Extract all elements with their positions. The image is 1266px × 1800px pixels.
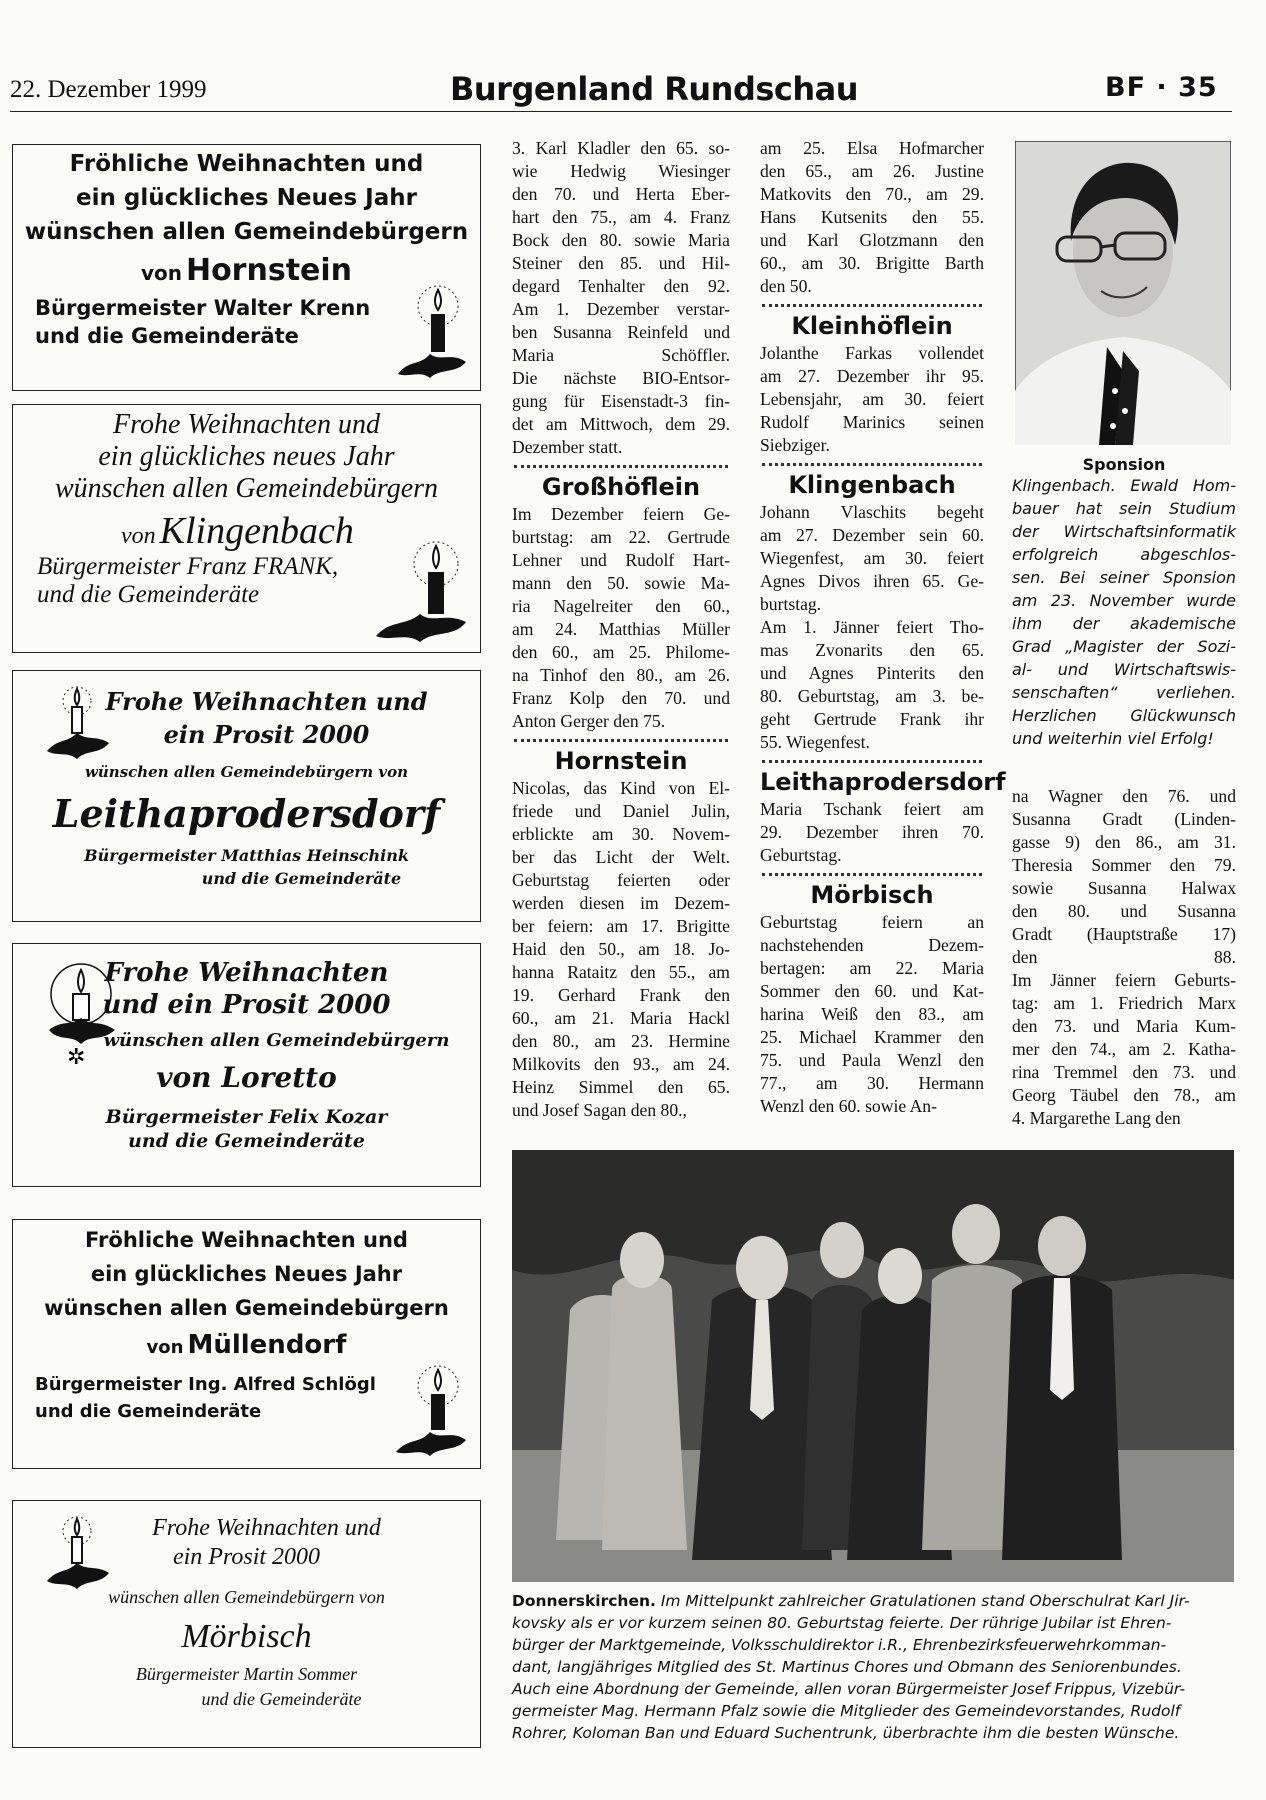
text-line: sowie Susanna Halwax (1012, 878, 1236, 898)
article-text (760, 798, 984, 867)
ad-line: Frohe Weihnachten (104, 958, 389, 988)
text-line: Geburtstag feierten oder (512, 870, 730, 890)
section-heading: Hornstein (554, 747, 688, 775)
ad-line: Fröhliche Weihnachten und (85, 1228, 408, 1252)
ad-place: von Loretto (156, 1061, 337, 1094)
text-line: degard Tenhalter den 92. (512, 276, 730, 296)
text-line: bertagen: am 22. Maria (760, 958, 984, 978)
text-line: und Agnes Pinterits den (760, 663, 984, 683)
text-line: Wenzl den 60. sowie An- (760, 1096, 937, 1116)
text-line: sen. Bei seiner Sponsion (1012, 568, 1236, 587)
text-line: und Josef Sagan den 80., (512, 1100, 687, 1120)
text-line: burtstag: am 22. Gertrude (512, 527, 730, 547)
ad-line: ein glückliches Neues Jahr (76, 185, 417, 211)
section-heading: Leithaprodersdorf (760, 768, 1006, 796)
text-line: am 25. Elsa Hofmarcher (760, 138, 984, 158)
text-line: mer den 74., am 2. Katha- (1012, 1039, 1236, 1059)
ad-place: Leithaprodersdorf (52, 791, 441, 836)
caption-line: kovsky als er vor kurzem seinen 80. Geburtstag feierte. Der rührige Jubilar ist Ehren- (512, 1614, 1172, 1632)
text-line: ber feiern: am 17. Brigitte (512, 916, 730, 936)
ad-line: und die Gemeinderäte (128, 1130, 365, 1152)
text-line: ber das Licht der Welt. (512, 847, 730, 867)
ad-place: Hornstein (185, 253, 353, 288)
ad-leithaprodersdorf (12, 670, 481, 922)
text-line: 80. Geburtstag, am 3. be- (760, 686, 984, 706)
text-line: Am 1. Dezember verstar- (512, 299, 730, 319)
text-line: 60., am 30. Brigitte Barth (760, 253, 984, 273)
section-heading: Mörbisch (810, 881, 934, 909)
text-line: na Wagner den 76. und (1012, 786, 1236, 806)
article-text (512, 503, 730, 733)
text-line: Im Dezember feiern Ge- (512, 504, 730, 524)
section-heading: Großhöflein (541, 473, 701, 501)
ad-line: Frohe Weihnachten und (105, 687, 428, 716)
text-line: erblickte am 30. Novem- (512, 824, 730, 844)
section-heading: Klingenbach (788, 471, 956, 499)
article-text (760, 501, 984, 754)
text-line: tag: am 1. Friedrich Marx (1012, 993, 1236, 1013)
text-line: den 73. und Maria Kum- (1012, 1016, 1236, 1036)
text-line: der Wirtschaftsinformatik (1012, 522, 1236, 541)
ad-place: Müllendorf (187, 1330, 347, 1360)
text-line: bauer hat sein Studium (1012, 499, 1236, 518)
text-line: mann den 50. sowie Ma- (512, 573, 730, 593)
candle-icon (35, 956, 125, 1066)
caption-heading: Sponsion (1082, 455, 1166, 474)
ad-line: ein glückliches neues Jahr (98, 441, 395, 472)
ad-line: und die Gemeinderäte (201, 869, 402, 888)
candle-icon (43, 685, 113, 765)
candle-icon (390, 1360, 470, 1460)
text-line: gung für Eisenstadt-3 fin- (512, 391, 730, 411)
ad-line: Bürgermeister Matthias Heinschink (84, 846, 409, 865)
ad-line: Bürgermeister Franz FRANK, (37, 553, 339, 580)
ad-place: Klingenbach (159, 510, 354, 552)
ad-line: Frohe Weihnachten und (113, 409, 380, 440)
caption-line: Auch eine Abordnung der Gemeinde, allen voran Bürgermeister Josef Frippus, Vizebür- (512, 1680, 1186, 1698)
text-line: Maria Tschank feiert am (760, 799, 984, 819)
ad-place: Mörbisch (181, 1618, 312, 1655)
ad-line: Fröhliche Weihnachten und (69, 151, 424, 177)
text-line: Jolanthe Farkas vollendet (760, 343, 984, 363)
text-line: Herzlichen Glückwunsch (1012, 706, 1236, 725)
text-line: Sommer den 60. und Kat- (760, 981, 984, 1001)
text-line: 25. Michael Krammer den (760, 1027, 984, 1047)
text-line: 19. Gerhard Frank den (512, 985, 730, 1005)
ad-line: und die Gemeinderäte (201, 1689, 362, 1709)
text-line: ihm der akademische (1012, 614, 1236, 633)
dotted-separator (762, 873, 982, 876)
text-line: Klingenbach. Ewald Hom- (1012, 476, 1236, 495)
text-line: 55. Wiegenfest. (760, 732, 870, 752)
text-line: 3. Karl Kladler den 65. so- (512, 138, 730, 158)
caption-text (1012, 474, 1236, 750)
dotted-separator (762, 760, 982, 763)
text-line: Matkovits den 70., am 29. (760, 184, 984, 204)
text-line: Lehner und Rudolf Hart- (512, 550, 730, 570)
text-line: Gradt (Hauptstraße 17) (1012, 924, 1236, 944)
text-line: 4. Margarethe Lang den (1012, 1108, 1181, 1128)
sponsion-caption (1012, 455, 1236, 750)
text-line: burtstag. (760, 594, 822, 614)
text-line: Haid den 50., am 18. Jo- (512, 939, 730, 959)
text-line: 75. und Paula Wenzl den (760, 1050, 984, 1070)
text-line: am 27. Dezember ihr 95. (760, 366, 984, 386)
text-line: Georg Täubel den 78., am (1012, 1085, 1236, 1105)
ad-line: wünschen allen Gemeindebürgern von (108, 1587, 385, 1607)
candle-icon (370, 534, 470, 644)
text-line: det am Mittwoch, dem 29. (512, 414, 730, 434)
text-line: Dezember statt. (512, 437, 623, 457)
ad-line: ein Prosit 2000 (172, 1544, 321, 1570)
page-number: BF · 35 (1105, 72, 1218, 103)
text-line: na Tinhof den 80., am 26. (512, 665, 730, 685)
text-line: Susanna Gradt (Linden- (1012, 809, 1236, 829)
text-line: am 24. Matthias Müller (512, 619, 730, 639)
ad-von: von (146, 1337, 184, 1358)
text-line: Johann Vlaschits begeht (760, 502, 984, 522)
text-line: Grad „Magister der Sozi- (1012, 637, 1236, 656)
candle-icon (43, 1515, 113, 1595)
text-line: Im Jänner feiern Geburts- (1012, 970, 1236, 990)
ad-line: Bürgermeister Felix Kozar (105, 1106, 388, 1128)
ad-line: Frohe Weihnachten und (152, 1515, 381, 1541)
ad-line: wünschen allen Gemeindebürgern (24, 219, 469, 245)
dotted-separator (762, 304, 982, 307)
text-line: den 80. und Susanna (1012, 901, 1236, 921)
ad-moerbisch (12, 1500, 481, 1748)
group-photo (512, 1150, 1234, 1582)
text-line: Hans Kutsenits den 55. (760, 207, 984, 227)
svg-text:✲: ✲ (67, 1045, 86, 1066)
header-rule (10, 111, 1232, 112)
caption-lead: Donnerskirchen. (512, 1592, 656, 1610)
ad-line: wünschen allen Gemeindebürgern von (84, 763, 409, 781)
ad-line: und die Gemeinderäte (37, 581, 260, 608)
article-text (1012, 785, 1236, 1130)
article-text (512, 777, 730, 1122)
ad-line: wünschen allen Gemeindebürgern (44, 1296, 449, 1320)
dotted-separator (514, 739, 728, 742)
newspaper-title: Burgenland Rundschau (450, 70, 859, 108)
column-3 (1012, 785, 1236, 1130)
text-line: ben Susanna Reinfeld und (512, 322, 730, 342)
ad-line: Bürgermeister Martin Sommer (135, 1664, 358, 1684)
text-line: 60., am 21. Maria Hackl (512, 1008, 730, 1028)
text-line: Rudolf Marinics seinen (760, 412, 984, 432)
text-line: Lebensjahr, am 30. feiert (760, 389, 984, 409)
text-line: hart den 75., am 4. Franz (512, 207, 730, 227)
text-line: harina Weiß den 83., am (760, 1004, 984, 1024)
caption-line: germeister Mag. Hermann Pfalz sowie die Mitglieder des Gemeindevorstandes, Rudolf (512, 1702, 1181, 1720)
dotted-separator (762, 463, 982, 466)
article-text (760, 137, 984, 298)
text-line: mas Zvonarits den 65. (760, 640, 984, 660)
text-line: Agnes Divos ihren 65. Ge- (760, 571, 984, 591)
caption-line: Im Mittelpunkt zahlreicher Gratulationen stand Oberschulrat Karl Jir- (660, 1592, 1190, 1610)
caption-line: dant, langjähriges Mitglied des St. Martinus Chores und Obmann des Seniorenbundes. (512, 1658, 1182, 1676)
text-line: Milkovits den 93., am 24. (512, 1054, 730, 1074)
ad-von: von (121, 523, 156, 549)
text-line: den 60., am 25. Philome- (512, 642, 730, 662)
text-line: Geburtstag. (760, 845, 842, 865)
text-line: senschaften“ verliehen. (1012, 683, 1236, 702)
column-2 (760, 137, 1006, 1118)
ad-line: und die Gemeinderäte (35, 1401, 262, 1422)
article-text (760, 911, 984, 1118)
ad-line: ein Prosit 2000 (163, 720, 370, 749)
text-line: ria Nagelreiter den 60., (512, 596, 730, 616)
text-line: Nicolas, das Kind von El- (512, 778, 730, 798)
text-line: Franz Kolp den 70. und (512, 688, 730, 708)
text-line: Bock den 80. sowie Maria (512, 230, 730, 250)
dotted-separator (514, 465, 728, 468)
text-line: Die nächste BIO-Entsor- (512, 368, 730, 388)
article-text (760, 342, 984, 457)
text-line: am 27. Dezember sein 60. (760, 525, 984, 545)
text-line: Geburtstag feiern an (760, 912, 984, 932)
ad-line: Bürgermeister Walter Krenn (35, 296, 371, 320)
ad-line: und die Gemeinderäte (35, 324, 299, 348)
text-line: den 70. und Herta Eber- (512, 184, 730, 204)
text-line: Theresia Sommer den 79. (1012, 855, 1236, 875)
section-heading: Kleinhöflein (791, 312, 953, 340)
article-text (512, 137, 730, 459)
caption-line: Rohrer, Koloman Ban und Eduard Suchentrunk, überbrachte ihm die besten Wünsche. (512, 1724, 1180, 1742)
issue-date: 22. Dezember 1999 (10, 76, 207, 103)
text-line: und weiterhin viel Erfolg! (1012, 729, 1214, 748)
photo-caption (512, 1590, 1236, 1744)
text-line: den 50. (760, 276, 812, 296)
text-line: Wiegenfest, am 30. feiert (760, 548, 984, 568)
text-line: wie Hedwig Wiesinger (512, 161, 730, 181)
ad-line: ein glückliches Neues Jahr (90, 1262, 403, 1286)
column-1 (512, 137, 730, 1122)
ad-hornstein (12, 144, 481, 391)
ad-line: wünschen allen Gemeindebürgern (103, 1030, 450, 1051)
text-line: al- und Wirtschaftswis- (1012, 660, 1236, 679)
text-line: Am 1. Jänner feiert Tho- (760, 617, 984, 637)
text-line: den 65., am 26. Justine (760, 161, 984, 181)
ad-line: und ein Prosit 2000 (102, 990, 391, 1020)
text-line: und Karl Glotzmann den (760, 230, 984, 250)
text-line: geht Gertrude Frank ihr (760, 709, 984, 729)
text-line: Heinz Simmel den 65. (512, 1077, 730, 1097)
portrait-photo (1015, 141, 1231, 445)
ad-line: Bürgermeister Ing. Alfred Schlögl (35, 1374, 376, 1395)
ad-muellendorf (12, 1219, 481, 1469)
text-line: Anton Gerger den 75. (512, 711, 666, 731)
text-line: hanna Rataitz den 55., am (512, 962, 730, 982)
ad-line: wünschen allen Gemeindebürgern (54, 473, 439, 504)
text-line: 29. Dezember ihren 70. (760, 822, 984, 842)
ad-loretto (12, 943, 481, 1187)
text-line: gasse 9) den 86., am 31. (1012, 832, 1236, 852)
text-line: erfolgreich abgeschlos- (1012, 545, 1236, 564)
text-line: rina Tremmel den 73. und (1012, 1062, 1236, 1082)
text-line: Steiner den 85. und Hil- (512, 253, 730, 273)
ad-klingenbach (12, 404, 481, 653)
ad-von: von (140, 261, 182, 285)
text-line: werden diesen im Dezem- (512, 893, 730, 913)
candle-icon (390, 282, 470, 382)
text-line: nachstehenden Dezem- (760, 935, 984, 955)
text-line: am 23. November wurde (1012, 591, 1236, 610)
caption-line: bürger der Marktgemeinde, Volksschuldirektor i.R., Ehrenbezirksfeuerwehrkomman- (512, 1636, 1167, 1654)
text-line: Siebziger. (760, 435, 830, 455)
text-line: Maria Schöffler. (512, 345, 730, 365)
text-line: den 88. (1012, 947, 1236, 967)
text-line: 77., am 30. Hermann (760, 1073, 984, 1093)
text-line: den 80., am 23. Hermine (512, 1031, 730, 1051)
text-line: friede und Daniel Julin, (512, 801, 730, 821)
